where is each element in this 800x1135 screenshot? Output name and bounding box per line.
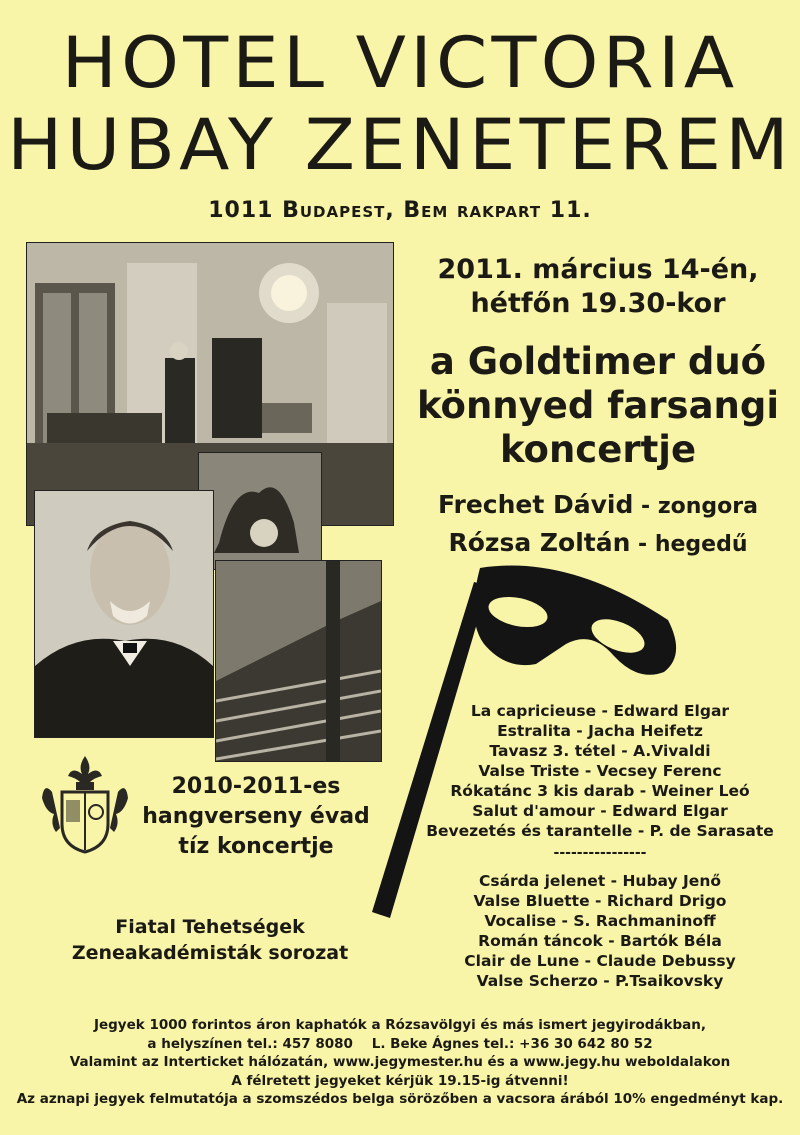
ticket-info-line: A félretett jegyeket kérjük 19.15-ig átvenni! [231,1072,569,1089]
program-item: Clair de Lune - Claude Debussy [464,952,736,970]
program-item: Tavasz 3. tétel - A.Vivaldi [489,742,711,760]
program-item: Bevezetés és tarantelle - P. de Sarasate [426,822,774,840]
headline-line-2: könnyed farsangi [416,384,780,427]
headline-line-3: koncertje [499,428,697,471]
coat-of-arms-icon [40,752,130,856]
performer-violin [398,528,798,557]
ticket-info-line: Valamint az Interticket hálózatán, www.jegymester.hu és a www.jegy.hu weboldalakon [69,1054,731,1070]
program-item: Vocalise - S. Rachmaninoff [484,912,716,930]
ticket-info-line: Az aznapi jegyek felmutatója a szomszédos belga sörözőben a vacsora árából 10% engedményt kap. [16,1091,784,1107]
hubay-portrait-photo [34,490,214,738]
series-line-1: Fiatal Tehetségek [115,916,305,938]
program-separator: ---------------- [553,845,647,861]
program-item: Estralita - Jacha Heifetz [497,722,703,740]
program-item: Salut d'amour - Edward Elgar [472,802,728,820]
performer-piano [398,490,798,519]
program-list-part1 [400,701,800,841]
performer-instrument: - hegedű [630,532,748,557]
concert-date: 2011. március 14-én, [437,254,759,285]
title-hotel-victoria: HOTEL VICTORIA [61,22,739,104]
program-item: Csárda jelenet - Hubay Jenő [478,872,722,890]
performer-name: Frechet Dávid [438,490,634,519]
staircase-photo [215,560,382,762]
concert-time: hétfőn 19.30-kor [470,288,726,319]
title-hubay-zeneterem: HUBAY ZENETEREM [7,104,793,186]
ticket-info [0,1016,800,1109]
program-list-part2 [400,871,800,991]
statue-photo [198,452,322,570]
program-item: Valse Scherzo - P.Tsaikovsky [476,972,724,990]
headline-line-1: a Goldtimer duó [429,340,767,383]
season-line-2: hangverseny évad [142,804,370,829]
program-item: Román táncok - Bartók Béla [478,932,722,950]
program-item: Valse Bluette - Richard Drigo [473,892,727,910]
season-line-1: 2010-2011-es [171,774,341,799]
series-line-2: Zeneakadémisták sorozat [71,942,349,964]
ticket-info-line: Jegyek 1000 forintos áron kaphatók a Rózsavölgyi és más ismert jegyirodákban, [93,1017,707,1033]
ticket-info-line: a helyszínen tel.: 457 8080 L. Beke Ágnes tel.: +36 30 642 80 52 [147,1035,653,1052]
program-item: Rókatánc 3 kis darab - Weiner Leó [450,782,750,800]
address: 1011 Budapest, Bem rakpart 11. [208,198,592,223]
season-line-3: tíz koncertje [178,834,334,859]
performer-name: Rózsa Zoltán [448,528,631,557]
performer-instrument: - zongora [633,494,758,519]
program-item: Valse Triste - Vecsey Ferenc [478,762,722,780]
program-item: La capricieuse - Edward Elgar [470,702,730,720]
